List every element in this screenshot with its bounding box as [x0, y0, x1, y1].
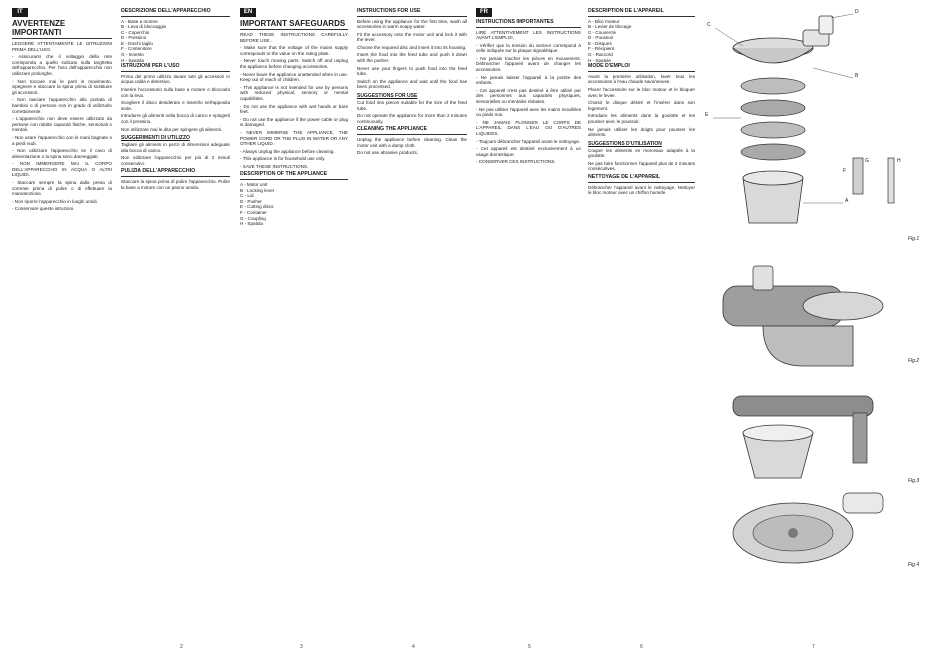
- paragraph: Non utilizzare mai le dita per spingere gli alimenti.: [121, 126, 223, 132]
- paragraph: - Non utilizzare l'apparecchio se il cavo di alimentazione o la spina sono danneggiati.: [12, 148, 112, 159]
- paragraph: Introdurre gli alimenti nella bocca di carico e spingerli con il pressino.: [121, 113, 230, 124]
- paragraph: - Cet appareil n'est pas destiné à être utilisé par des personnes aux capacités physiques, sensorielles ou mentales réduites.: [476, 87, 581, 105]
- parts-list-item: F - Récipient: [588, 46, 615, 52]
- page-number-4: 4: [412, 644, 415, 650]
- parts-list-item: E - Cutting discs: [240, 204, 274, 210]
- figure-3-caption: Fig.3: [908, 478, 920, 484]
- part-label-d: D: [855, 9, 859, 15]
- section-title-it-warnings: AVVERTENZE IMPORTANTI: [12, 19, 112, 39]
- parts-list-item: D - Pressino: [121, 35, 147, 41]
- paragraph: LEGGERE ATTENTAMENTE LE ISTRUZIONI PRIMA DELL'USO.: [12, 41, 112, 52]
- figure-3-mixer-attachment: [703, 378, 923, 488]
- section-title-en-instructions: INSTRUCTIONS FOR USE: [357, 8, 467, 17]
- paragraph: - Never leave the appliance unattended when in use. Keep out of reach of children.: [240, 71, 348, 83]
- paragraph: - NE JAMAIS PLONGER LE CORPS DE L'APPAREIL DANS L'EAU OU D'AUTRES LIQUIDES.: [476, 119, 581, 136]
- parts-list-item: C - Coperchio: [121, 29, 150, 35]
- page-number-5: 5: [528, 644, 531, 650]
- paragraph: Insert the food into the feed tube and push it down with the pusher.: [357, 52, 467, 64]
- paragraph: - NON IMMERGERE MAI IL CORPO DELL'APPARECCHIO IN ACQUA O ALTRI LIQUIDI.: [12, 161, 112, 178]
- parts-list-item: B - Locking lever: [240, 187, 275, 193]
- paragraph: - This appliance is not intended for use by persons with reduced physical, sensory or mental capabilities.: [240, 84, 348, 101]
- parts-list-item: A - Bloc moteur: [588, 18, 620, 24]
- paragraph: Never use your fingers to push food into the feed tube.: [357, 65, 467, 77]
- lang-badge-it: IT: [12, 8, 28, 17]
- section-title-it-cleaning: PULIZIA DELL'APPARECCHIO: [121, 168, 230, 177]
- en-tips-body: [357, 100, 467, 124]
- paragraph: - Staccare sempre la spina dalla presa di corrente prima di pulire o di effettuare la manutenzione.: [12, 180, 112, 197]
- section-title-fr-tips: SUGGESTIONS D'UTILISATION: [588, 140, 662, 147]
- parts-list-item: H - Spatule: [588, 57, 611, 63]
- paragraph: READ THESE INSTRUCTIONS CAREFULLY BEFORE USE.: [240, 32, 348, 43]
- parts-list-item: A - Motor unit: [240, 181, 268, 187]
- paragraph: Couper les aliments en morceaux adaptés à la goulotte.: [588, 147, 695, 159]
- figure-1-caption: Fig.1: [908, 236, 920, 242]
- it-instructions-body: [121, 74, 230, 132]
- page-number-2: 2: [180, 644, 183, 650]
- column-en-instructions: [357, 8, 467, 648]
- paragraph: - Non riporre l'apparecchio in luoghi umidi.: [12, 198, 98, 204]
- lang-badge-fr: FR: [476, 8, 492, 17]
- paragraph: Débrancher l'appareil avant le nettoyage. Nettoyer le bloc moteur avec un chiffon humide.: [588, 184, 695, 196]
- column-en-warnings: [240, 8, 348, 648]
- fr-warnings-body: [476, 30, 581, 165]
- paragraph: - Ne jamais laisser l'appareil à la portée des enfants.: [476, 74, 581, 86]
- paragraph: - Ne jamais toucher les pièces en mouvement. Débrancher l'appareil avant de changer les accessoires.: [476, 55, 581, 73]
- en-warnings-body: [240, 32, 348, 169]
- column-it-warnings: [12, 8, 112, 648]
- paragraph: Switch on the appliance and wait until the food has been processed.: [357, 78, 467, 90]
- section-title-it-description: DESCRIZIONE DELL'APPARECCHIO: [121, 8, 230, 17]
- fr-tips-body: [588, 148, 695, 172]
- figure-4-caption: Fig.4: [908, 562, 920, 568]
- column-fr-warnings: [476, 8, 581, 648]
- fr-cleaning-body: [588, 185, 695, 196]
- parts-list-item: G - Raccord: [588, 52, 613, 58]
- paragraph: Do not use abrasive products.: [357, 150, 419, 156]
- paragraph: - Cet appareil est destiné exclusivement à un usage domestique.: [476, 146, 581, 157]
- column-fr-description: [588, 8, 695, 648]
- page-number-6: 6: [640, 644, 643, 650]
- paragraph: Choisir le disque désiré et l'insérer dans son logement.: [588, 100, 695, 111]
- paragraph: - Vérifier que la tension du secteur correspond à celle indiquée sur la plaque signalétique.: [476, 42, 581, 54]
- paragraph: Tagliare gli alimenti in pezzi di dimensioni adeguate alla bocca di carico.: [121, 142, 230, 153]
- paragraph: - Ne pas utiliser l'appareil avec les mains mouillées ou pieds nus.: [476, 106, 581, 118]
- part-label-f: F: [843, 168, 847, 174]
- en-cleaning-body: [357, 137, 467, 156]
- part-label-a: A: [845, 198, 849, 204]
- parts-list-item: F - Contenitore: [121, 46, 152, 52]
- parts-list-item: A - Base a motore: [121, 18, 158, 24]
- column-it-description: [121, 8, 230, 648]
- parts-list-item: E - Disques: [588, 40, 612, 46]
- figures-column: [703, 8, 923, 648]
- paragraph: Ne jamais utiliser les doigts pour pousser les aliments.: [588, 126, 695, 138]
- section-title-it-tips: SUGGERIMENTI DI UTILIZZO: [121, 135, 190, 142]
- section-title-fr-description: DESCRIPTION DE L'APPAREIL: [588, 8, 695, 17]
- paragraph: - Non toccare mai le parti in movimento. Spegnere e staccare la spina prima di sostituire gli accessori.: [12, 78, 112, 95]
- part-label-h: H: [897, 158, 901, 164]
- en-parts-list: [240, 182, 348, 227]
- paragraph: - Toujours débrancher l'appareil avant le nettoyage.: [476, 138, 581, 144]
- paragraph: Non utilizzare l'apparecchio per più di 2 minuti consecutivi.: [121, 155, 230, 166]
- paragraph: - Always unplug the appliance before cleaning.: [240, 148, 335, 154]
- paragraph: - SAVE THESE INSTRUCTIONS.: [240, 163, 309, 169]
- it-tips-body: [121, 142, 230, 166]
- figure-2-caption: Fig.2: [908, 358, 920, 364]
- page-number-7: 7: [812, 644, 815, 650]
- paragraph: Inserire l'accessorio sulla base a motore e bloccarlo con la leva.: [121, 86, 230, 98]
- part-label-c: C: [707, 22, 711, 28]
- fr-usage-body: [588, 74, 695, 138]
- lang-badge-en: EN: [240, 8, 256, 17]
- paragraph: - Make sure that the voltage of the mains supply corresponds to the value on the rating plate.: [240, 45, 348, 56]
- parts-list-item: G - Coupling: [240, 215, 266, 221]
- section-title-fr-usage: MODE D'EMPLOI: [588, 63, 695, 72]
- paragraph: LIRE ATTENTIVEMENT LES INSTRUCTIONS AVANT L'EMPLOI.: [476, 29, 581, 41]
- it-cleaning-body: [121, 179, 230, 190]
- paragraph: - Conservare queste istruzioni.: [12, 206, 75, 212]
- parts-list-item: G - Innesto: [121, 52, 144, 58]
- section-title-fr-cleaning: NETTOYAGE DE L'APPAREIL: [588, 174, 695, 183]
- fr-parts-list: [588, 19, 695, 64]
- paragraph: - Do not use the appliance if the power cable or plug is damaged.: [240, 116, 348, 128]
- parts-list-item: F - Container: [240, 209, 267, 215]
- figure-4-cutting-disc: [703, 488, 923, 578]
- parts-list-item: H - Spatola: [121, 57, 144, 63]
- paragraph: Choose the required disc and insert it into its housing.: [357, 44, 467, 50]
- paragraph: - Non lasciare l'apparecchio alla portata di bambini o di persone non in grado di utilizzarlo correttamente.: [12, 97, 112, 114]
- paragraph: - Do not use the appliance with wet hands or bare feet.: [240, 103, 348, 115]
- section-title-it-instructions: ISTRUZIONI PER L'USO: [121, 63, 230, 72]
- parts-list-item: E - Dischi taglio: [121, 40, 153, 46]
- paragraph: - This appliance is for household use only.: [240, 156, 326, 162]
- parts-list-item: D - Poussoir: [588, 35, 614, 41]
- parts-list-item: H - Spatula: [240, 221, 263, 227]
- paragraph: Ne pas faire fonctionner l'appareil plus de 2 minutes consécutives.: [588, 160, 695, 172]
- paragraph: Before using the appliance for the first time, wash all accessories in warm soapy water.: [357, 18, 467, 30]
- page-number-3: 3: [300, 644, 303, 650]
- paragraph: Fit the accessory onto the motor unit and lock it with the lever.: [357, 31, 467, 43]
- it-warnings-body: [12, 41, 112, 212]
- parts-list-item: D - Pusher: [240, 198, 262, 204]
- paragraph: - NEVER IMMERSE THE APPLIANCE, THE POWER CORD OR THE PLUG IN WATER OR ANY OTHER LIQUID.: [240, 129, 348, 147]
- section-title-en-warnings: IMPORTANT SAFEGUARDS: [240, 19, 348, 30]
- paragraph: - Non usare l'apparecchio con le mani bagnate o a piedi nudi.: [12, 134, 112, 146]
- part-label-e: E: [705, 112, 709, 118]
- section-title-fr-warnings: INSTRUCTIONS IMPORTANTES: [476, 19, 581, 28]
- paragraph: - Assicurarsi che il voltaggio della rete corrisponda a quello indicato sulla targhetta dell'apparecchio. Per l'uso dell'apparecchio non utilizzare prolunghe.: [12, 54, 112, 76]
- paragraph: Unplug the appliance before cleaning. Clean the motor unit with a damp cloth.: [357, 136, 467, 148]
- section-title-en-tips: SUGGESTIONS FOR USE: [357, 93, 418, 100]
- paragraph: Do not operate the appliance for more than 2 minutes continuously.: [357, 113, 467, 124]
- part-label-g: G: [865, 158, 869, 164]
- it-parts-list: [121, 19, 230, 64]
- paragraph: Staccare la spina prima di pulire l'apparecchio. Pulire la base a motore con un panno umido.: [121, 178, 230, 190]
- paragraph: Introduire les aliments dans la goulotte et les pousser avec le poussoir.: [588, 113, 695, 124]
- parts-list-item: C - Couvercle: [588, 29, 617, 35]
- paragraph: Placer l'accessoire sur le bloc moteur et le bloquer avec le levier.: [588, 86, 695, 98]
- en-instructions-body: [357, 19, 467, 91]
- paragraph: Prima del primo utilizzo lavare tutti gli accessori in acqua calda e detersivo.: [121, 73, 230, 85]
- paragraph: Scegliere il disco desiderato e inserirlo nell'apposita sede.: [121, 100, 230, 111]
- paragraph: - Never touch moving parts. Switch off and unplug the appliance before changing accessories.: [240, 58, 348, 69]
- paragraph: Cut food into pieces suitable for the size of the feed tube.: [357, 100, 467, 111]
- section-title-en-cleaning: CLEANING THE APPLIANCE: [357, 126, 467, 135]
- paragraph: Avant la première utilisation, laver tous les accessoires à l'eau chaude savonneuse.: [588, 73, 695, 85]
- figure-2-assembly: [703, 256, 923, 376]
- paragraph: - CONSERVER CES INSTRUCTIONS.: [476, 159, 556, 165]
- paragraph: - L'apparecchio non deve essere utilizzato da persone con ridotte capacità fisiche, sensoriali o mentali.: [12, 116, 112, 133]
- figure-1-exploded-view: [703, 8, 923, 253]
- parts-list-item: B - Leva di bloccaggio: [121, 24, 167, 30]
- parts-list-item: B - Levier de blocage: [588, 24, 632, 30]
- parts-list-item: C - Lid: [240, 193, 254, 199]
- part-label-b: B: [855, 73, 859, 79]
- section-title-en-description: DESCRIPTION OF THE APPLIANCE: [240, 171, 348, 180]
